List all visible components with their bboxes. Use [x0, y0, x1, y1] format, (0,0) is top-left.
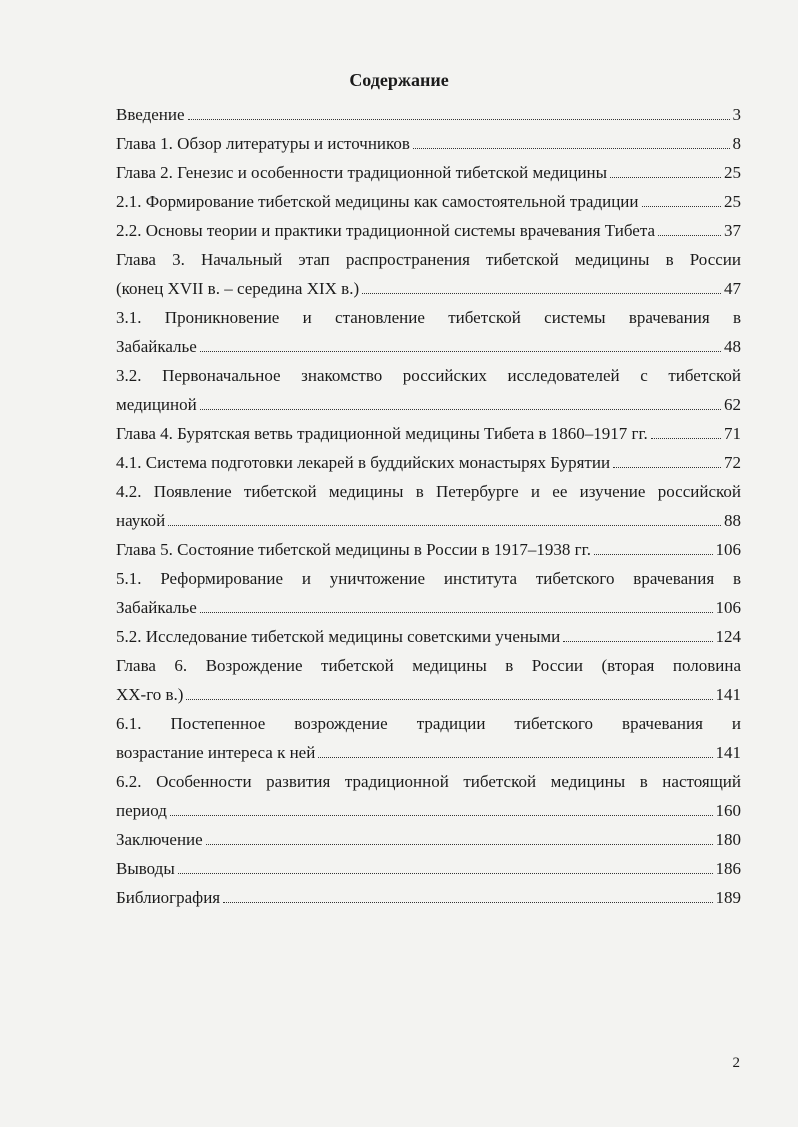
toc-entry[interactable]: [116, 158, 741, 187]
toc-entry-first-line: 4.2. Появление тибетской медицины в Петербурге и ее изучение российской: [116, 482, 741, 501]
toc-entry-page: 141: [715, 743, 741, 762]
dot-leader: [188, 119, 730, 120]
toc-entry-page: 186: [715, 859, 741, 878]
toc-entry[interactable]: [116, 448, 741, 477]
dot-leader: [413, 148, 730, 149]
toc-entry-first-line: 3.1. Проникновение и становление тибетской системы врачевания в: [116, 308, 741, 327]
toc-entry-page: 62: [724, 395, 741, 414]
dot-leader: [186, 699, 712, 700]
toc-entry[interactable]: [116, 274, 741, 303]
toc-entry-page: 88: [724, 511, 741, 530]
toc-entry-first-line: Глава 3. Начальный этап распространения тибетской медицины в России: [116, 250, 741, 269]
toc-entry-title: 2.2. Основы теории и практики традиционной системы врачевания Тибета: [116, 221, 656, 240]
toc-entry[interactable]: [116, 883, 741, 912]
toc-entry-title: Глава 2. Генезис и особенности традиционной тибетской медицины: [116, 163, 608, 182]
table-of-contents: [116, 100, 741, 912]
toc-entry-page: 180: [715, 830, 741, 849]
page-title: Содержание: [349, 70, 449, 90]
page-number: 2: [732, 1055, 740, 1071]
toc-entry[interactable]: [116, 332, 741, 361]
toc-entry-page: 160: [715, 801, 741, 820]
dot-leader: [200, 351, 721, 352]
toc-entry-page: 25: [724, 192, 741, 211]
toc-entry[interactable]: [116, 825, 741, 854]
toc-entry[interactable]: [116, 419, 741, 448]
toc-entry[interactable]: [116, 216, 741, 245]
toc-entry[interactable]: [116, 796, 741, 825]
dot-leader: [168, 525, 721, 526]
dot-leader: [651, 438, 721, 439]
toc-entry-page: 25: [724, 163, 741, 182]
dot-leader: [318, 757, 712, 758]
toc-entry-page: 189: [715, 888, 741, 907]
toc-entry-title: период: [116, 801, 167, 820]
toc-entry-title: Глава 5. Состояние тибетской медицины в России в 1917–1938 гг.: [116, 540, 591, 559]
toc-entry[interactable]: [116, 100, 741, 129]
toc-entry-title: 2.1. Формирование тибетской медицины как самостоятельной традиции: [116, 192, 639, 211]
toc-entry[interactable]: [116, 390, 741, 419]
toc-entry-page: 3: [732, 105, 741, 124]
toc-entry-title: 5.2. Исследование тибетской медицины советскими учеными: [116, 627, 561, 646]
dot-leader: [658, 235, 721, 236]
toc-entry-page: 8: [732, 134, 741, 153]
toc-entry-title: Библиография: [116, 888, 221, 907]
dot-leader: [642, 206, 722, 207]
toc-entry-title: Глава 4. Бурятская ветвь традиционной медицины Тибета в 1860–1917 гг.: [116, 424, 648, 443]
toc-entry-page: 106: [715, 598, 741, 617]
dot-leader: [206, 844, 713, 845]
dot-leader: [613, 467, 721, 468]
toc-entry-page: 47: [724, 279, 741, 298]
toc-entry[interactable]: [116, 622, 741, 651]
dot-leader: [594, 554, 713, 555]
toc-entry-title: (конец XVII в. – середина XIX в.): [116, 279, 360, 298]
toc-entry-title: 4.1. Система подготовки лекарей в буддийских монастырях Бурятии: [116, 453, 611, 472]
dot-leader: [170, 815, 713, 816]
toc-entry-page: 48: [724, 337, 741, 356]
toc-entry[interactable]: [116, 129, 741, 158]
toc-entry-title: возрастание интереса к ней: [116, 743, 316, 762]
toc-entry[interactable]: [116, 593, 741, 622]
toc-entry[interactable]: [116, 187, 741, 216]
toc-entry-first-line: Глава 6. Возрождение тибетской медицины в России (вторая половина: [116, 656, 741, 675]
dot-leader: [362, 293, 721, 294]
toc-entry-title: Выводы: [116, 859, 175, 878]
toc-entry-title: медициной: [116, 395, 197, 414]
dot-leader: [178, 873, 713, 874]
dot-leader: [200, 409, 721, 410]
toc-entry-first-line: 6.1. Постепенное возрождение традиции тибетского врачевания и: [116, 714, 741, 733]
toc-entry-title: XX-го в.): [116, 685, 184, 704]
toc-entry-page: 106: [715, 540, 741, 559]
toc-entry-page: 124: [715, 627, 741, 646]
dot-leader: [610, 177, 721, 178]
toc-entry-page: 37: [724, 221, 741, 240]
toc-entry-first-line: 6.2. Особенности развития традиционной тибетской медицины в настоящий: [116, 772, 741, 791]
dot-leader: [563, 641, 712, 642]
toc-entry[interactable]: [116, 506, 741, 535]
toc-entry-title: Забайкалье: [116, 337, 197, 356]
toc-entry-title: Заключение: [116, 830, 203, 849]
toc-entry-title: наукой: [116, 511, 166, 530]
toc-entry-first-line: 3.2. Первоначальное знакомство российских исследователей с тибетской: [116, 366, 741, 385]
dot-leader: [200, 612, 713, 613]
toc-entry[interactable]: [116, 854, 741, 883]
toc-entry-first-line: 5.1. Реформирование и уничтожение института тибетского врачевания в: [116, 569, 741, 588]
toc-entry[interactable]: [116, 535, 741, 564]
toc-entry[interactable]: [116, 680, 741, 709]
dot-leader: [223, 902, 712, 903]
toc-entry-page: 71: [724, 424, 741, 443]
toc-entry-title: Введение: [116, 105, 185, 124]
toc-entry-title: Забайкалье: [116, 598, 197, 617]
toc-entry-page: 141: [715, 685, 741, 704]
toc-entry-title: Глава 1. Обзор литературы и источников: [116, 134, 410, 153]
toc-entry-page: 72: [724, 453, 741, 472]
toc-entry[interactable]: [116, 738, 741, 767]
